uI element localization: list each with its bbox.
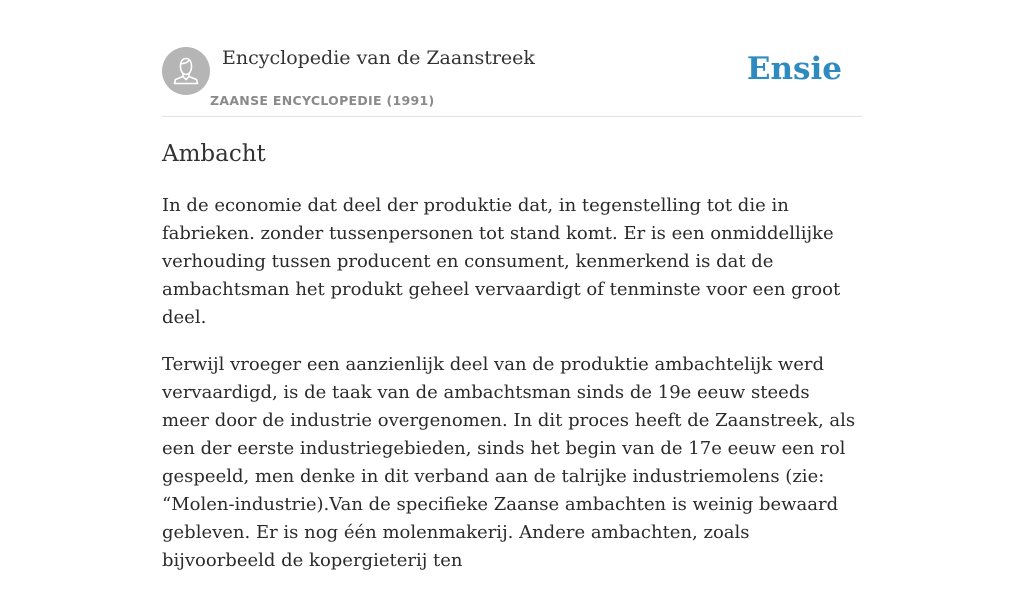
article-paragraph: In de economie dat deel der produktie dat, in tegenstelling tot die in fabrieken. zonder tussenpersonen tot stand komt. Er is een onmiddellijke verhouding tussen producent en consument, kenmerkend is dat de ambachtsman het produkt geheel vervaardigt of tenminste voor een groot deel. <box>162 195 841 328</box>
article-title: Ambacht <box>162 141 266 167</box>
source-header <box>162 46 862 117</box>
source-subtitle: ZAANSE ENCYCLOPEDIE (1991) <box>210 93 435 108</box>
user-silhouette-icon[interactable] <box>162 47 210 95</box>
source-title[interactable]: Encyclopedie van de Zaanstreek <box>222 47 535 69</box>
article-body <box>162 192 862 594</box>
article-paragraph: Terwijl vroeger een aanzienlijk deel van de produktie ambachtelijk werd vervaardigd, is de taak van de ambachtsman sinds de 19e eeuw steeds meer door de industrie overgenomen. In dit proces heeft de Zaanstreek, als een der eerste industriegebieden, sinds het begin van de 17e eeuw een rol gespeeld, men denke in dit verband aan de talrijke industriemolens (zie: “Molen-industrie).Van de specifieke Zaanse ambachten is weinig bewaard gebleven. Er is nog één molenmakerij. Andere ambachten, zoals bijvoorbeeld de kopergieterij ten <box>162 354 856 571</box>
ensie-logo[interactable]: Ensie <box>746 51 842 87</box>
